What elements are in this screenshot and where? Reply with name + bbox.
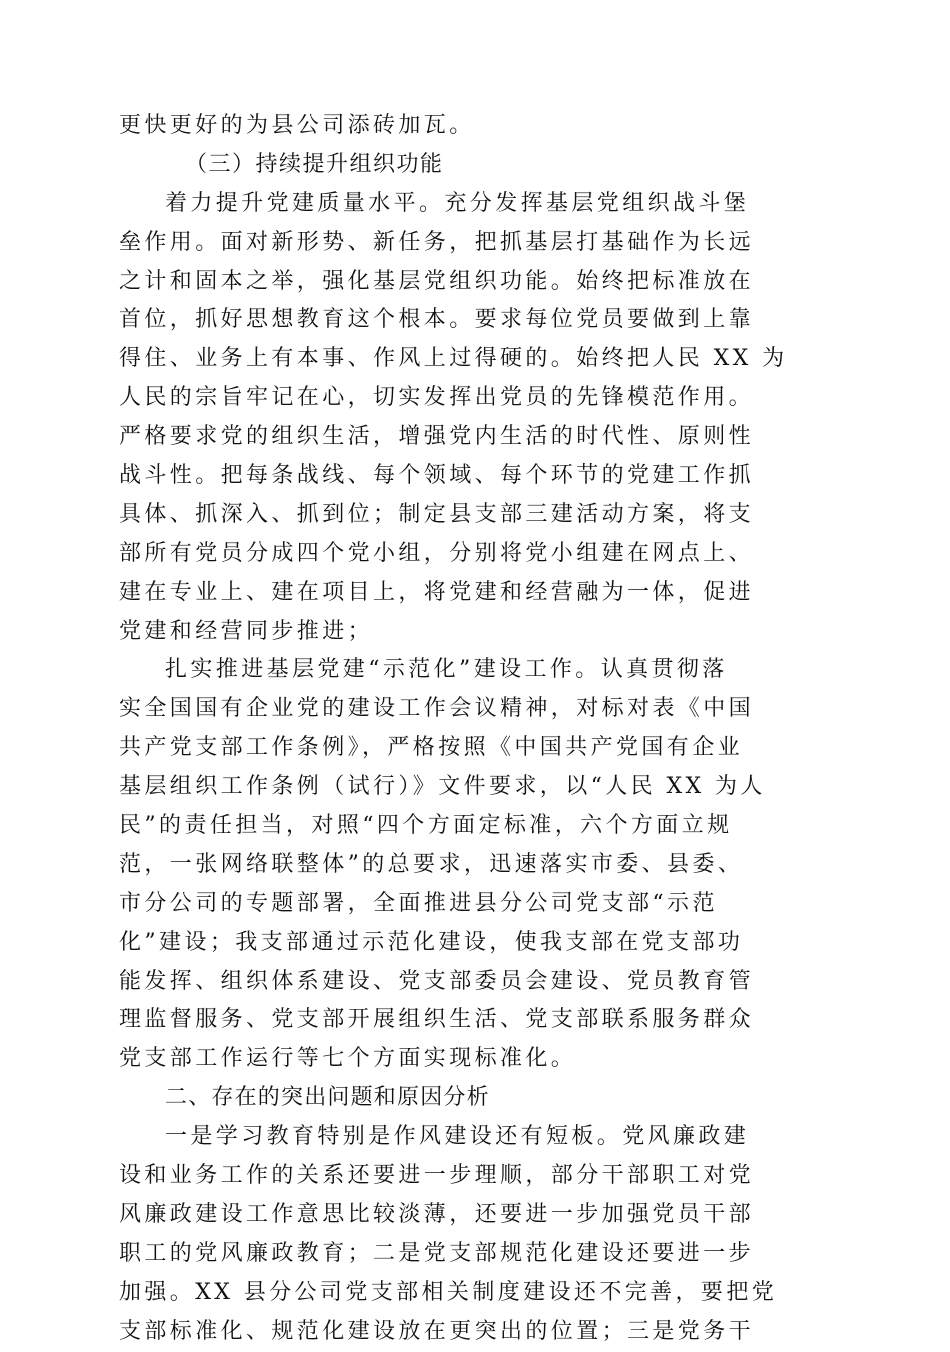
text-line: 更快更好的为县公司添砖加瓦。 [119,113,475,138]
section-heading-3: （三）持续提升组织功能 [185,151,444,177]
text-line: 垒作用。面对新形势、新任务，把抓基层打基础作为长远 [119,229,755,255]
text-line: 战斗性。把每条战线、每个领域、每个环节的党建工作抓 [119,463,755,489]
text-line: 基层组织工作条例（试行）》文件要求，以“人民 XX 为人 [119,774,766,800]
text-line: 支部标准化、规范化建设放在更突出的位置；三是党务干 [119,1318,755,1344]
text-line: 能发挥、组织体系建设、党支部委员会建设、党员教育管 [119,968,755,994]
paragraph-problems-analysis [119,1118,831,1351]
text-line: 市分公司的专题部署，全面推进县分公司党支部“示范 [119,890,718,916]
text-line: 共产党支部工作条例》，严格按照《中国共产党国有企业 [119,735,744,761]
text-line: 实全国国有企业党的建设工作会议精神，对标对表《中国 [119,696,755,722]
text-line: 首位，抓好思想教育这个根本。要求每位党员要做到上靠 [119,307,755,333]
text-line: 扎实推进基层党建“示范化”建设工作。认真贯彻落 [165,657,728,683]
text-line: 一是学习教育特别是作风建设还有短板。党风廉政建 [165,1124,750,1150]
text-line: 党建和经营同步推进； [119,618,374,644]
text-line: 民”的责任担当，对照“四个方面定标准，六个方面立规 [119,813,733,839]
paragraph-continuation [119,107,831,146]
paragraph-demonstration-building [119,651,831,1079]
document-body [119,107,831,1352]
text-line: 得住、业务上有本事、作风上过得硬的。始终把人民 XX 为 [119,346,788,372]
text-line: 党支部工作运行等七个方面实现标准化。 [119,1046,577,1072]
text-line: 部所有党员分成四个党小组，分别将党小组建在网点上、 [119,540,755,566]
text-line: 风廉政建设工作意思比较淡薄，还要进一步加强党员干部 [119,1201,755,1227]
text-line: 范，一张网络联整体”的总要求，迅速落实市委、县委、 [119,851,744,877]
text-line: 建在专业上、建在项目上，将党建和经营融为一体，促进 [119,579,755,605]
text-line: 化”建设；我支部通过示范化建设，使我支部在党支部功 [119,929,744,955]
text-line: 职工的党风廉政教育；二是党支部规范化建设还要进一步 [119,1240,755,1266]
text-line: 具体、抓深入、抓到位；制定县支部三建活动方案，将支 [119,501,755,527]
paragraph-party-building-quality [119,185,831,652]
text-line: 之计和固本之举，强化基层党组织功能。始终把标准放在 [119,268,755,294]
text-line: 加强。XX 县分公司党支部相关制度建设还不完善，要把党 [119,1279,778,1305]
section-heading-2: 二、存在的突出问题和原因分析 [165,1085,490,1111]
text-line: 着力提升党建质量水平。充分发挥基层党组织战斗堡 [165,190,750,216]
text-line: 严格要求党的组织生活，增强党内生活的时代性、原则性 [119,424,755,450]
text-line: 人民的宗旨牢记在心，切实发挥出党员的先锋模范作用。 [119,385,755,411]
text-line: 理监督服务、党支部开展组织生活、党支部联系服务群众 [119,1007,755,1033]
text-line: 设和业务工作的关系还要进一步理顺，部分干部职工对党 [119,1163,755,1189]
